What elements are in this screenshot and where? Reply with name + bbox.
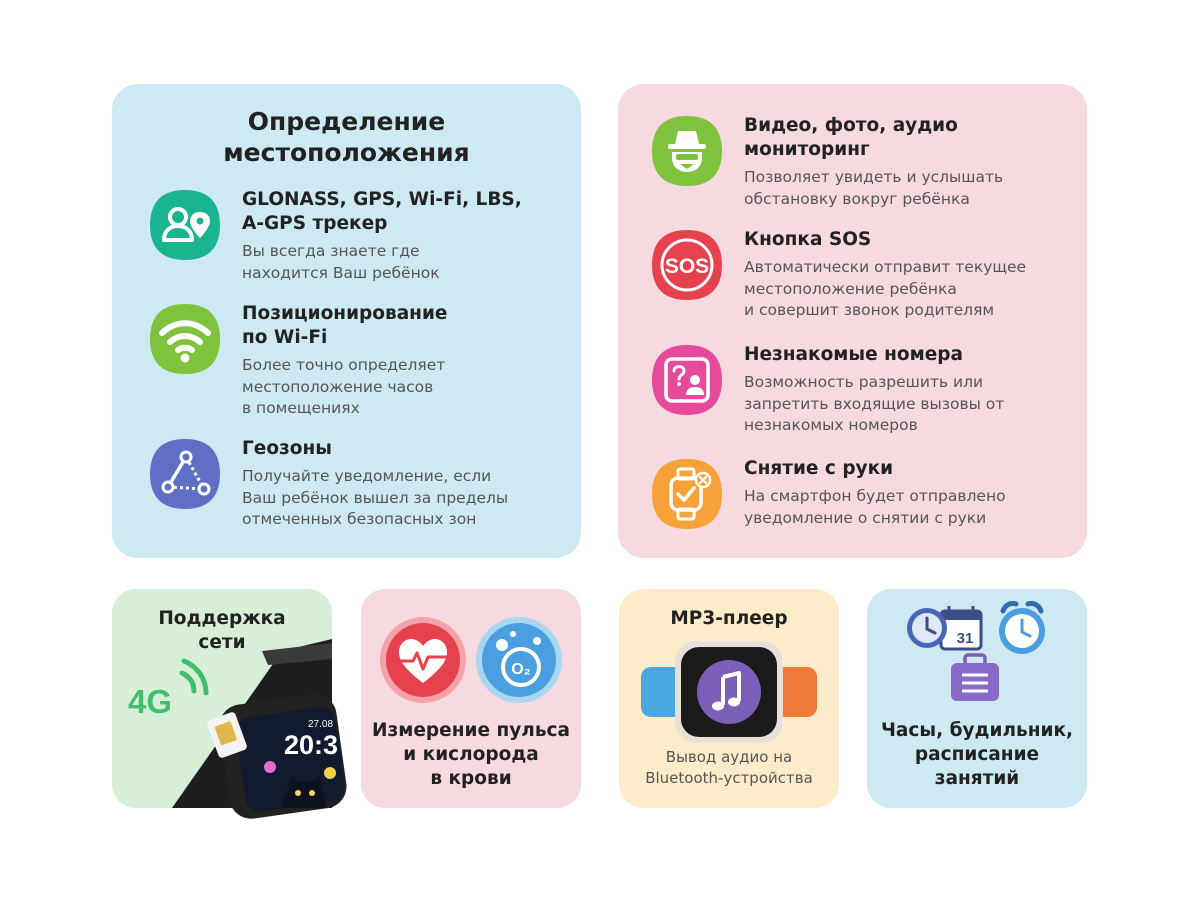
heart-rate-icon — [380, 617, 466, 703]
feature-description: Возможность разрешить или запретить входящие вызовы от незнакомых номеров — [744, 373, 1005, 434]
watch-date-text: 27.08 — [308, 719, 334, 730]
feature-description: Вы всегда знаете где находится Ваш ребёнок — [242, 242, 440, 282]
watch-removed-icon — [650, 457, 724, 531]
smartwatch-4g-illustration — [112, 589, 339, 808]
safety-card — [618, 84, 1087, 558]
calendar-day-text: 31 — [956, 630, 974, 647]
feature-description: Автоматически отправит текущее местоположение ребёнка и совершит звонок родителям — [744, 258, 1027, 319]
feature-title: Геозоны — [242, 438, 333, 459]
alarm-clock-icon — [999, 603, 1045, 654]
feature-title: Позиционирование по Wi-Fi — [242, 303, 448, 348]
calendar-clock-icon — [907, 606, 981, 649]
feature-title: Кнопка SOS — [744, 229, 872, 250]
watch-time-text: 20:3 — [284, 730, 339, 760]
feature-description: На смартфон будет отправлено уведомление о снятии с руки — [744, 487, 1006, 527]
sos-icon — [650, 228, 724, 302]
network-tile — [112, 589, 339, 808]
mp3-tile-title: MP3-плеер — [670, 608, 788, 629]
health-icons — [361, 589, 581, 699]
health-tile — [361, 589, 581, 808]
oxygen-icon — [476, 617, 562, 703]
location-card-title: Определение местоположения — [223, 107, 470, 167]
mp3-tile — [619, 589, 839, 808]
feature-title: Незнакомые номера — [744, 344, 964, 365]
feature-description: Более точно определяет местоположение часов в помещениях — [242, 356, 446, 417]
spy-monitoring-icon — [650, 114, 724, 188]
location-card — [112, 84, 581, 558]
clock-tile — [867, 589, 1087, 808]
geofence-icon — [148, 437, 222, 511]
clock-icons — [867, 589, 1087, 709]
mp3-tile-description: Вывод аудио на Bluetooth-устройства — [645, 748, 813, 787]
health-tile-title: Измерение пульса и кислорода в крови — [372, 720, 570, 789]
user-location-icon — [148, 188, 222, 262]
network-badge-text: 4G — [128, 683, 173, 720]
o2-label: O₂ — [511, 661, 531, 678]
wifi-icon — [148, 302, 222, 376]
feature-title: GLONASS, GPS, Wi-Fi, LBS, A-GPS трекер — [242, 189, 522, 234]
sos-icon-text: SOS — [664, 255, 710, 278]
watch-music-illustration — [619, 637, 839, 747]
schedule-icon — [951, 655, 999, 701]
network-tile-title: Поддержка сети — [158, 608, 286, 653]
feature-description: Позволяет увидеть и услышать обстановку вокруг ребёнка — [744, 168, 1004, 208]
feature-title: Снятие с руки — [744, 458, 894, 479]
unknown-caller-icon — [650, 343, 724, 417]
feature-description: Получайте уведомление, если Ваш ребёнок вышел за пределы отмеченных безопасных зон — [242, 467, 509, 528]
clock-tile-title: Часы, будильник, расписание занятий — [880, 720, 1074, 789]
feature-title: Видео, фото, аудио мониторинг — [744, 115, 958, 160]
